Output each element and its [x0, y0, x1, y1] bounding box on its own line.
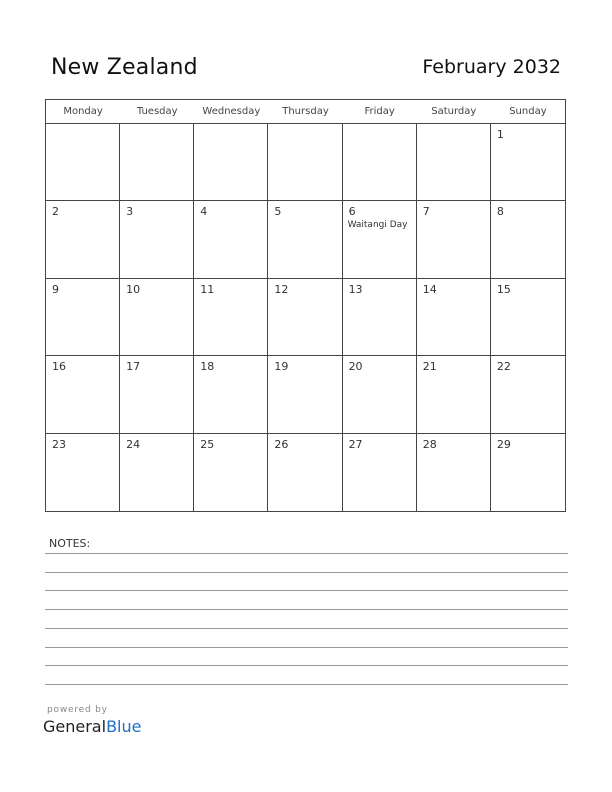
- country-title: New Zealand: [51, 55, 198, 80]
- day-number: 25: [200, 437, 215, 451]
- day-cell: [194, 124, 268, 201]
- day-cell: [268, 279, 342, 356]
- weekday-header: Tuesday: [120, 100, 194, 124]
- day-number: 28: [422, 437, 437, 451]
- day-number: 6: [348, 205, 356, 219]
- day-cell: [46, 434, 120, 511]
- month-year-title: February 2032: [422, 56, 561, 78]
- day-cell: [343, 434, 417, 511]
- generalblue-logo: [43, 717, 141, 736]
- day-cell: [120, 201, 194, 278]
- day-cell: [268, 434, 342, 511]
- day-cell: [120, 434, 194, 511]
- day-number: 15: [496, 282, 511, 296]
- day-number: 13: [348, 282, 363, 296]
- day-cell: [491, 279, 565, 356]
- weekday-header: Thursday: [268, 100, 342, 124]
- day-number: 16: [52, 360, 66, 374]
- note-line: [45, 647, 568, 648]
- holiday-label: Waitangi Day: [347, 220, 408, 231]
- day-cell: [120, 279, 194, 356]
- day-number: 9: [52, 282, 59, 296]
- day-number: 7: [422, 205, 430, 219]
- day-cell: [417, 356, 491, 433]
- note-line: [45, 609, 568, 610]
- day-number: 27: [348, 437, 363, 451]
- weekday-header: Monday: [46, 100, 120, 124]
- day-cell: [46, 124, 120, 201]
- note-line: [45, 684, 568, 685]
- notes-label: NOTES:: [49, 537, 91, 550]
- weekday-header: Wednesday: [194, 100, 268, 124]
- day-number: 5: [274, 205, 282, 219]
- day-cell: [491, 124, 565, 201]
- day-number: 14: [422, 282, 437, 296]
- day-number: 21: [422, 360, 437, 374]
- day-number: 22: [496, 360, 511, 374]
- day-cell: [46, 356, 120, 433]
- note-line: [45, 553, 568, 554]
- brand-general: General: [43, 717, 107, 736]
- day-number: 23: [52, 437, 66, 451]
- day-cell: [417, 201, 491, 278]
- note-line: [45, 665, 568, 666]
- day-number: 24: [126, 437, 141, 451]
- day-number: 19: [274, 360, 289, 374]
- day-number: 1: [496, 128, 504, 141]
- day-number: 3: [126, 205, 134, 219]
- day-number: 18: [200, 360, 215, 374]
- day-number: 11: [200, 282, 215, 296]
- day-number: 8: [496, 205, 504, 219]
- day-cell: [194, 434, 268, 511]
- day-cell: [268, 124, 342, 201]
- weekday-header: Friday: [343, 100, 417, 124]
- day-cell: [120, 124, 194, 201]
- day-cell: [194, 356, 268, 433]
- day-number: 10: [126, 282, 141, 296]
- day-cell: [194, 201, 268, 278]
- day-number: 2: [52, 205, 59, 219]
- calendar-grid: [45, 99, 566, 512]
- day-cell: [268, 356, 342, 433]
- note-line: [45, 572, 568, 573]
- day-number: 29: [496, 437, 511, 451]
- day-number: 26: [274, 437, 289, 451]
- day-number: 17: [126, 360, 141, 374]
- day-cell: [417, 434, 491, 511]
- day-cell: [268, 201, 342, 278]
- day-number: 4: [200, 205, 208, 219]
- brand-blue: Blue: [106, 717, 142, 736]
- weekday-header: Saturday: [417, 100, 491, 124]
- day-cell: [343, 124, 417, 201]
- day-cell: [343, 201, 417, 278]
- day-cell: [194, 279, 268, 356]
- note-line: [45, 628, 568, 629]
- weekday-header: Sunday: [491, 100, 565, 124]
- day-cell: [343, 356, 417, 433]
- day-number: 20: [348, 360, 363, 374]
- day-cell: [417, 124, 491, 201]
- day-cell: [46, 201, 120, 278]
- note-line: [45, 590, 568, 591]
- day-cell: [491, 434, 565, 511]
- day-cell: [417, 279, 491, 356]
- day-cell: [343, 279, 417, 356]
- day-cell: [491, 356, 565, 433]
- day-cell: [491, 201, 565, 278]
- powered-by-text: powered by: [47, 705, 108, 715]
- day-cell: [120, 356, 194, 433]
- day-cell: [46, 279, 120, 356]
- day-number: 12: [274, 282, 289, 296]
